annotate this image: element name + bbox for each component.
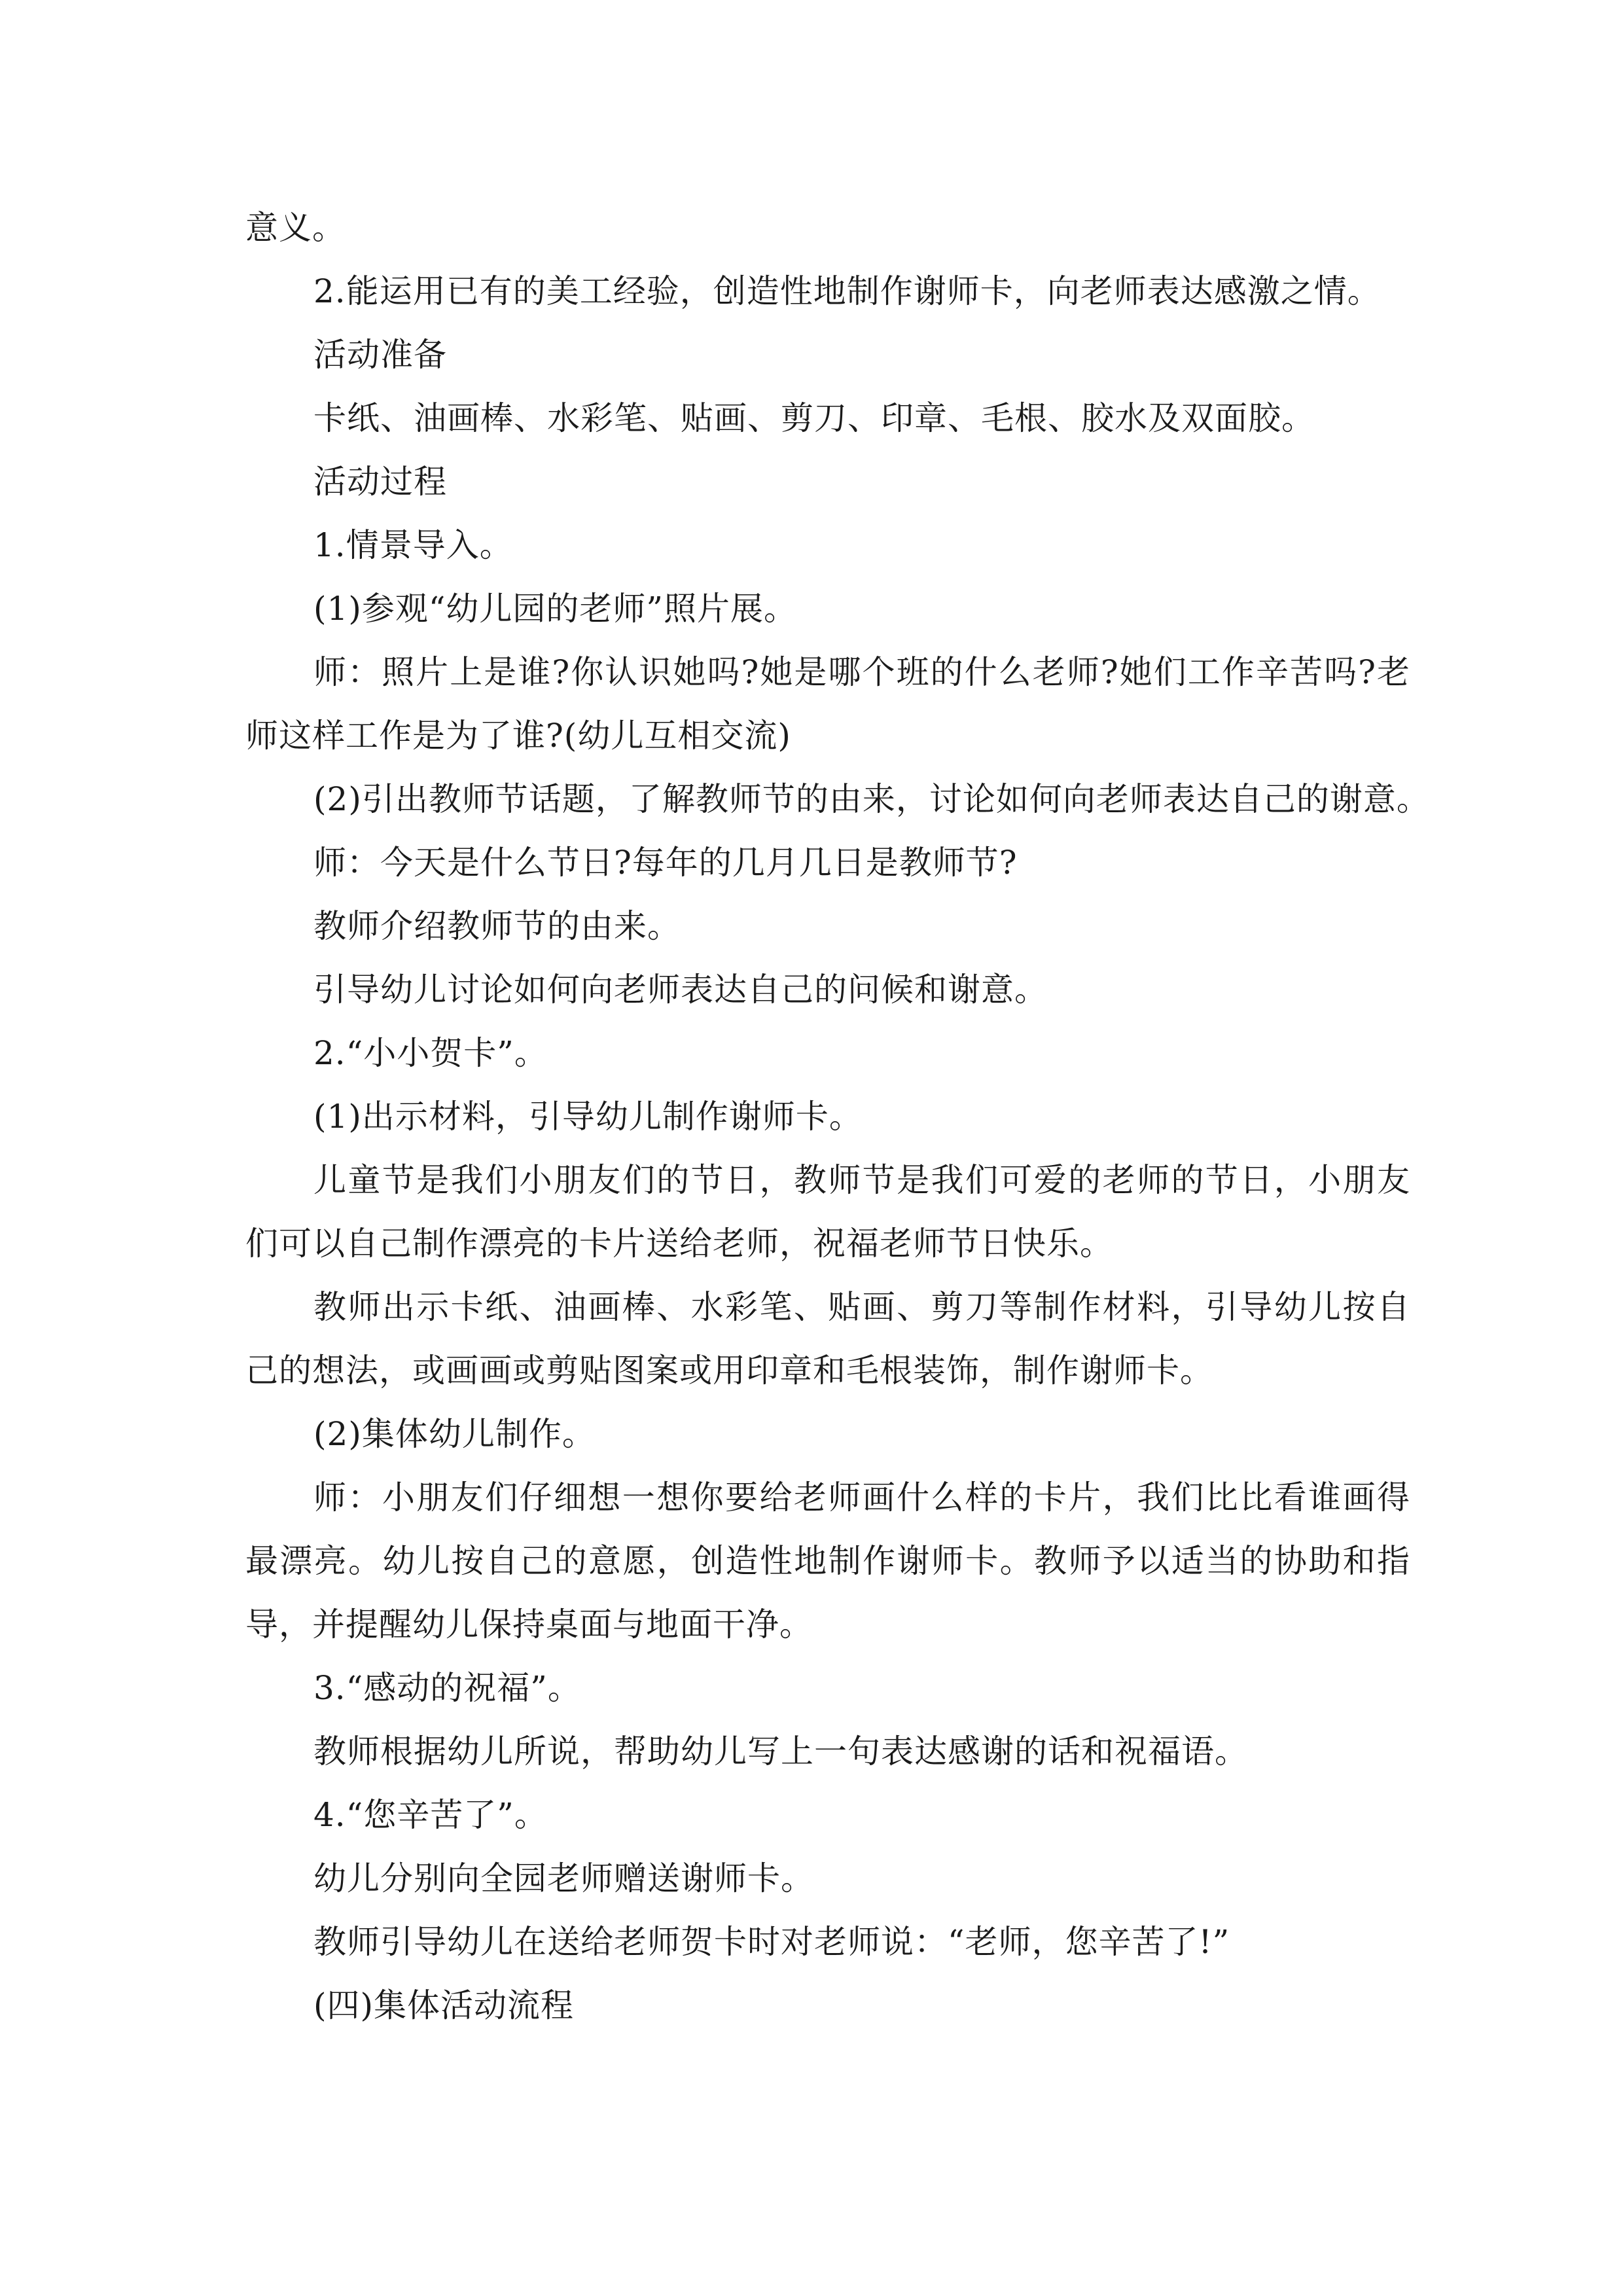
paragraph-write-blessings: 教师根据幼儿所说，帮助幼儿写上一句表达感谢的话和祝福语。 (313, 1732, 1248, 1770)
paragraph-give-cards: 幼儿分别向全园老师赠送谢师卡。 (313, 1859, 814, 1897)
paragraph-thank-teacher: 教师引导幼儿在送给老师贺卡时对老师说：“老师，您辛苦了!” (313, 1923, 1230, 1961)
step-2-sub-1: (1)出示材料，引导幼儿制作谢师卡。 (313, 1098, 863, 1136)
step-4-heading: 4.“您辛苦了”。 (313, 1796, 548, 1834)
step-1-sub-1: (1)参观“幼儿园的老师”照片展。 (313, 590, 797, 628)
paragraph-show-materials: 教师出示卡纸、油画棒、水彩笔、贴画、剪刀等制作材料，引导幼儿按自己的想法，或画画或剪贴图案或用印章和毛根装饰，制作谢师卡。 (245, 1288, 1410, 1390)
heading-activity-process: 活动过程 (313, 463, 447, 501)
paragraph-childrens-day: 儿童节是我们小朋友们的节日，教师节是我们可爱的老师的节日，小朋友们可以自己制作漂亮的卡片送给老师，祝福老师节日快乐。 (245, 1161, 1410, 1263)
paragraph-materials: 卡纸、油画棒、水彩笔、贴画、剪刀、印章、毛根、胶水及双面胶。 (313, 399, 1315, 437)
step-2-heading: 2.“小小贺卡”。 (313, 1034, 548, 1072)
step-3-heading: 3.“感动的祝福”。 (313, 1669, 581, 1707)
paragraph-teacher-instruction: 师：小朋友们仔细想一想你要给老师画什么样的卡片，我们比比看谁画得最漂亮。幼儿按自己的意愿，创造性地制作谢师卡。教师予以适当的协助和指导，并提醒幼儿保持桌面与地面干净。 (245, 1479, 1410, 1643)
paragraph-goal-2: 2.能运用已有的美工经验，创造性地制作谢师卡，向老师表达感激之情。 (313, 272, 1381, 310)
paragraph-introduce-origin: 教师介绍教师节的由来。 (313, 907, 681, 945)
document-body (245, 196, 1430, 2037)
teacher-questions-paragraph: 师：照片上是谁?你认识她吗?她是哪个班的什么老师?她们工作辛苦吗?老师这样工作是为了谁?(幼儿互相交流) (245, 653, 1410, 755)
step-1-sub-2: (2)引出教师节话题，了解教师节的由来，讨论如何向老师表达自己的谢意。 (313, 780, 1430, 818)
step-1-heading: 1.情景导入。 (313, 526, 513, 564)
heading-activity-preparation: 活动准备 (313, 336, 447, 374)
paragraph-guide-discussion: 引导幼儿讨论如何向老师表达自己的问候和谢意。 (313, 971, 1048, 1009)
paragraph-continuation: 意义。 (245, 209, 346, 247)
step-2-sub-2: (2)集体幼儿制作。 (313, 1415, 596, 1453)
teacher-question-holiday: 师：今天是什么节日?每年的几月几日是教师节? (313, 844, 1018, 882)
section-heading-4: (四)集体活动流程 (313, 1986, 575, 2024)
